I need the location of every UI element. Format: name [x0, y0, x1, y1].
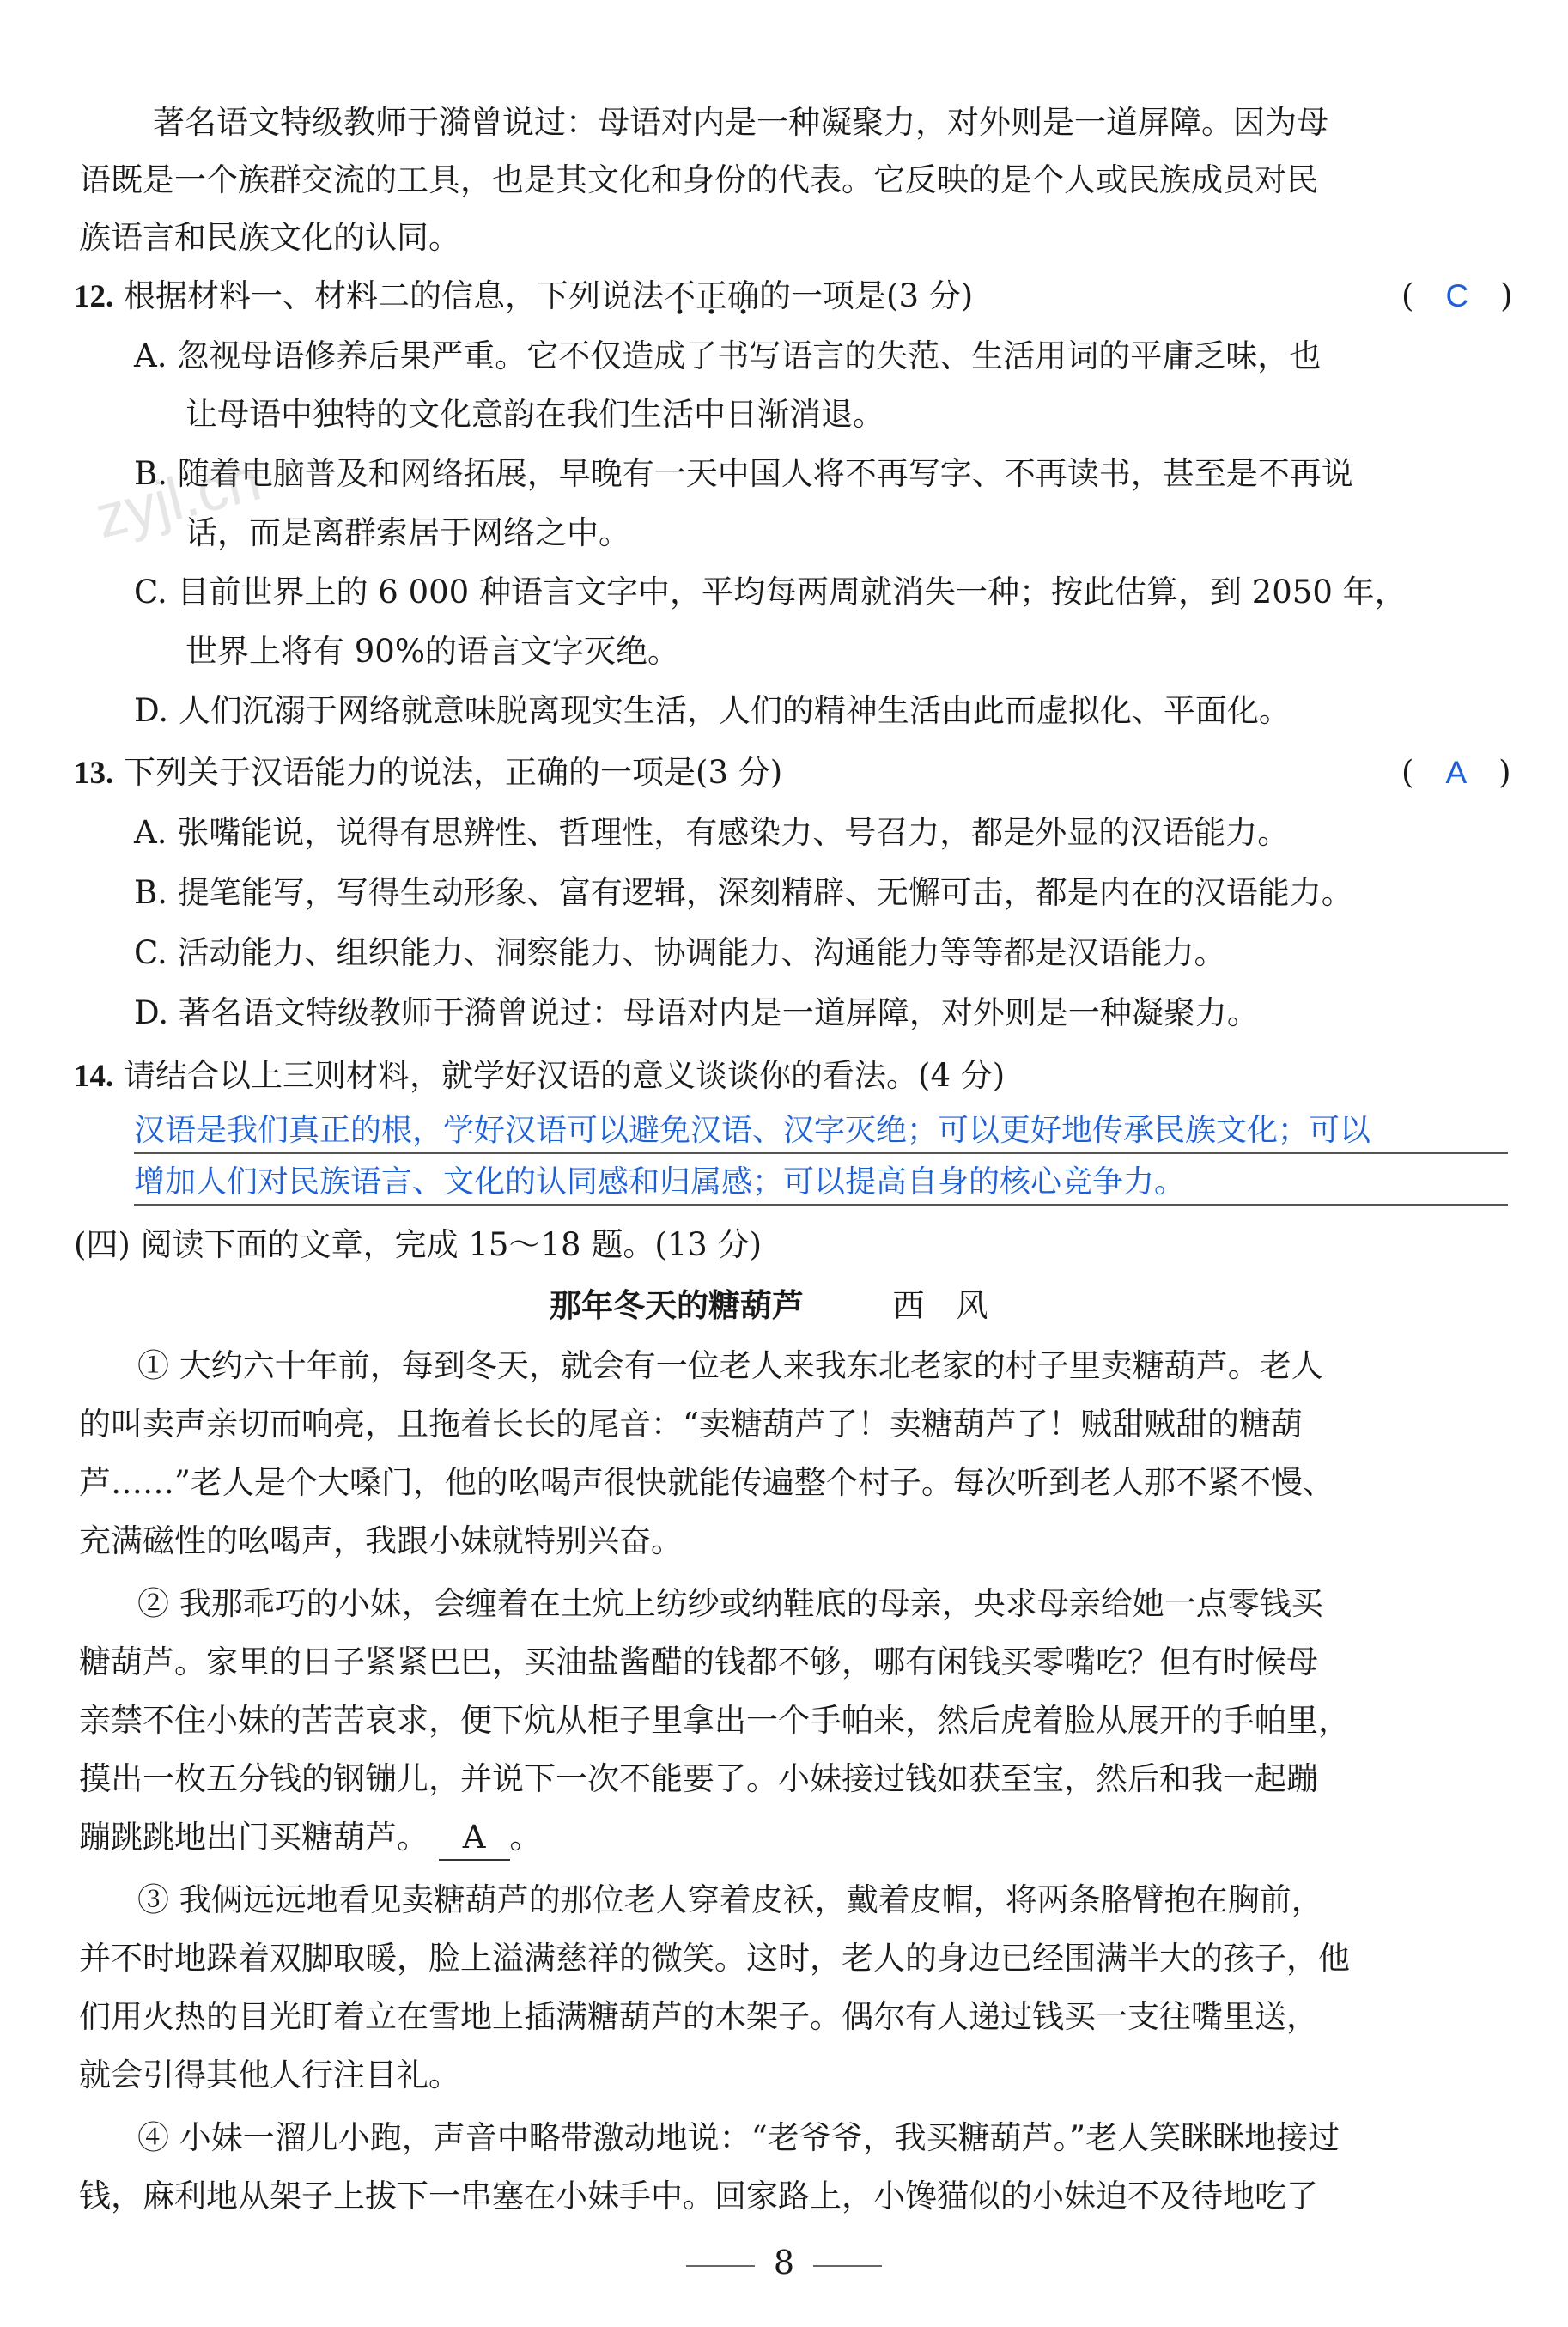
- page-number: 8: [773, 2244, 795, 2281]
- q12-stem: [74, 275, 973, 319]
- q12-answer-bracket: ( C ): [1401, 277, 1513, 314]
- p2-line-5: [79, 1816, 542, 1861]
- p3-line-4: 就会引得其他人行注目礼。: [79, 2057, 460, 2093]
- q13-answer: A: [1445, 755, 1468, 790]
- intro-line-3: 族语言和民族文化的认同。: [79, 219, 460, 256]
- q14-answer-line-1: 汉语是我们真正的根，学好汉语可以避免汉语、汉字灭绝；可以更好地传承民族文化；可以: [134, 1109, 1508, 1154]
- q13-option-a: A. 张嘴能说，说得有思辨性、哲理性，有感染力、号召力，都是外显的汉语能力。: [134, 814, 1290, 851]
- q12-option-a-1: A. 忽视母语修养后果严重。它不仅造成了书写语言的失范、生活用词的平庸乏味，也: [134, 337, 1322, 374]
- q12-option-a-2: 让母语中独特的文化意韵在我们生活中日渐消退。: [185, 396, 884, 433]
- article-author: 西 风: [892, 1287, 988, 1324]
- q12-answer: C: [1445, 278, 1469, 313]
- p2-blank: A: [439, 1816, 510, 1861]
- p2-line-3: 亲禁不住小妹的苦苦哀求，便下炕从柜子里拿出一个手帕来，然后虎着脸从展开的手帕里，: [79, 1702, 1350, 1739]
- p1-line-2: 的叫卖声亲切而响亮，且拖着长长的尾音：“卖糖葫芦了！卖糖葫芦了！贼甜贼甜的糖葫: [79, 1406, 1303, 1443]
- q12-stem-pre: 根据材料一、材料二的信息，下列说法: [124, 277, 665, 314]
- q12-emph-1: 不: [664, 277, 696, 314]
- q12-number: 12.: [74, 279, 114, 314]
- q14-number: 14.: [74, 1059, 114, 1094]
- p1-line-1: ① 大约六十年前，每到冬天，就会有一位老人来我东北老家的村子里卖糖葫芦。老人: [137, 1347, 1323, 1384]
- article-title-row: [550, 1285, 988, 1328]
- q12-stem-post: 的一项是(3 分): [759, 277, 974, 314]
- p4-line-1: ④ 小妹一溜儿小跑，声音中略带激动地说：“老爷爷，我买糖葫芦。”老人笑眯眯地接过: [137, 2119, 1340, 2156]
- p3-line-1: ③ 我俩远远地看见卖糖葫芦的那位老人穿着皮袄，戴着皮帽，将两条胳臂抱在胸前，: [137, 1881, 1323, 1918]
- q13-number: 13.: [74, 756, 114, 791]
- q14-stem-text: 请结合以上三则材料，就学好汉语的意义谈谈你的看法。(4 分): [124, 1057, 1006, 1094]
- p3-line-3: 们用火热的目光盯着立在雪地上插满糖葫芦的木架子。偶尔有人递过钱买一支往嘴里送，: [79, 1998, 1318, 2035]
- q14-answer-line-2: 增加人们对民族语言、文化的认同感和归属感；可以提高自身的核心竞争力。: [134, 1161, 1508, 1206]
- p2-line-4: 摸出一枚五分钱的钢镚儿，并说下一次不能要了。小妹接过钱如获至宝，然后和我一起蹦: [79, 1760, 1318, 1797]
- q12-option-d: D. 人们沉溺于网络就意味脱离现实生活，人们的精神生活由此而虚拟化、平面化。: [134, 692, 1291, 729]
- q12-emph-3: 确: [727, 277, 760, 314]
- p4-line-2: 钱，麻利地从架子上拔下一串塞在小妹手中。回家路上，小馋猫似的小妹迫不及待地吃了: [79, 2178, 1318, 2215]
- watermark: zyjl.cn: [88, 445, 268, 551]
- section-4-heading: (四) 阅读下面的文章，完成 15～18 题。(13 分): [74, 1226, 763, 1263]
- q13-stem: [74, 751, 782, 795]
- intro-line-2: 语既是一个族群交流的工具，也是其文化和身份的代表。它反映的是个人或民族成员对民: [79, 161, 1318, 198]
- p1-line-4: 充满磁性的吆喝声，我跟小妹就特别兴奋。: [79, 1522, 683, 1559]
- q14-stem: [74, 1054, 1005, 1098]
- p3-line-2: 并不时地跺着双脚取暖，脸上溢满慈祥的微笑。这时，老人的身边已经围满半大的孩子，他: [79, 1940, 1350, 1977]
- p2-line-1: ② 我那乖巧的小妹，会缠着在土炕上纺纱或纳鞋底的母亲，央求母亲给她一点零钱买: [137, 1585, 1323, 1622]
- q13-option-b: B. 提笔能写，写得生动形象、富有逻辑，深刻精辟、无懈可击，都是内在的汉语能力。: [134, 874, 1353, 911]
- footer-rule-right: [813, 2265, 882, 2267]
- q13-answer-bracket: ( A ): [1401, 754, 1511, 791]
- page-footer: [0, 2237, 1568, 2288]
- q12-emph-2: 正: [696, 277, 728, 314]
- p2-line-2: 糖葫芦。家里的日子紧紧巴巴，买油盐酱醋的钱都不够，哪有闲钱买零嘴吃？但有时候母: [79, 1643, 1318, 1680]
- q13-option-d: D. 著名语文特级教师于漪曾说过：母语对内是一道屏障，对外则是一种凝聚力。: [134, 994, 1259, 1031]
- q12-option-c-1: C. 目前世界上的 6 000 种语言文字中，平均每两周就消失一种；按此估算，到 2050 年，: [134, 574, 1407, 611]
- footer-rule-left: [686, 2265, 755, 2267]
- q12-option-b-2: 话，而是离群索居于网络之中。: [185, 514, 630, 551]
- q13-option-c: C. 活动能力、组织能力、洞察能力、协调能力、沟通能力等等都是汉语能力。: [134, 934, 1226, 971]
- p2-line-5-end: 。: [509, 1819, 542, 1856]
- q13-stem-text: 下列关于汉语能力的说法，正确的一项是(3 分): [124, 754, 783, 791]
- q12-option-c-2: 世界上将有 90%的语言文字灭绝。: [185, 633, 679, 670]
- p1-line-3: 芦……”老人是个大嗓门，他的吆喝声很快就能传遍整个村子。每次听到老人那不紧不慢、: [79, 1464, 1334, 1501]
- article-title: 那年冬天的糖葫芦: [550, 1287, 804, 1324]
- intro-line-1: 著名语文特级教师于漪曾说过：母语对内是一种凝聚力，对外则是一道屏障。因为母: [153, 104, 1328, 141]
- p2-line-5-text: 蹦跳跳地出门买糖葫芦。: [79, 1819, 428, 1856]
- q12-option-b-1: B. 随着电脑普及和网络拓展，早晚有一天中国人将不再写字、不再读书，甚至是不再说: [134, 455, 1353, 492]
